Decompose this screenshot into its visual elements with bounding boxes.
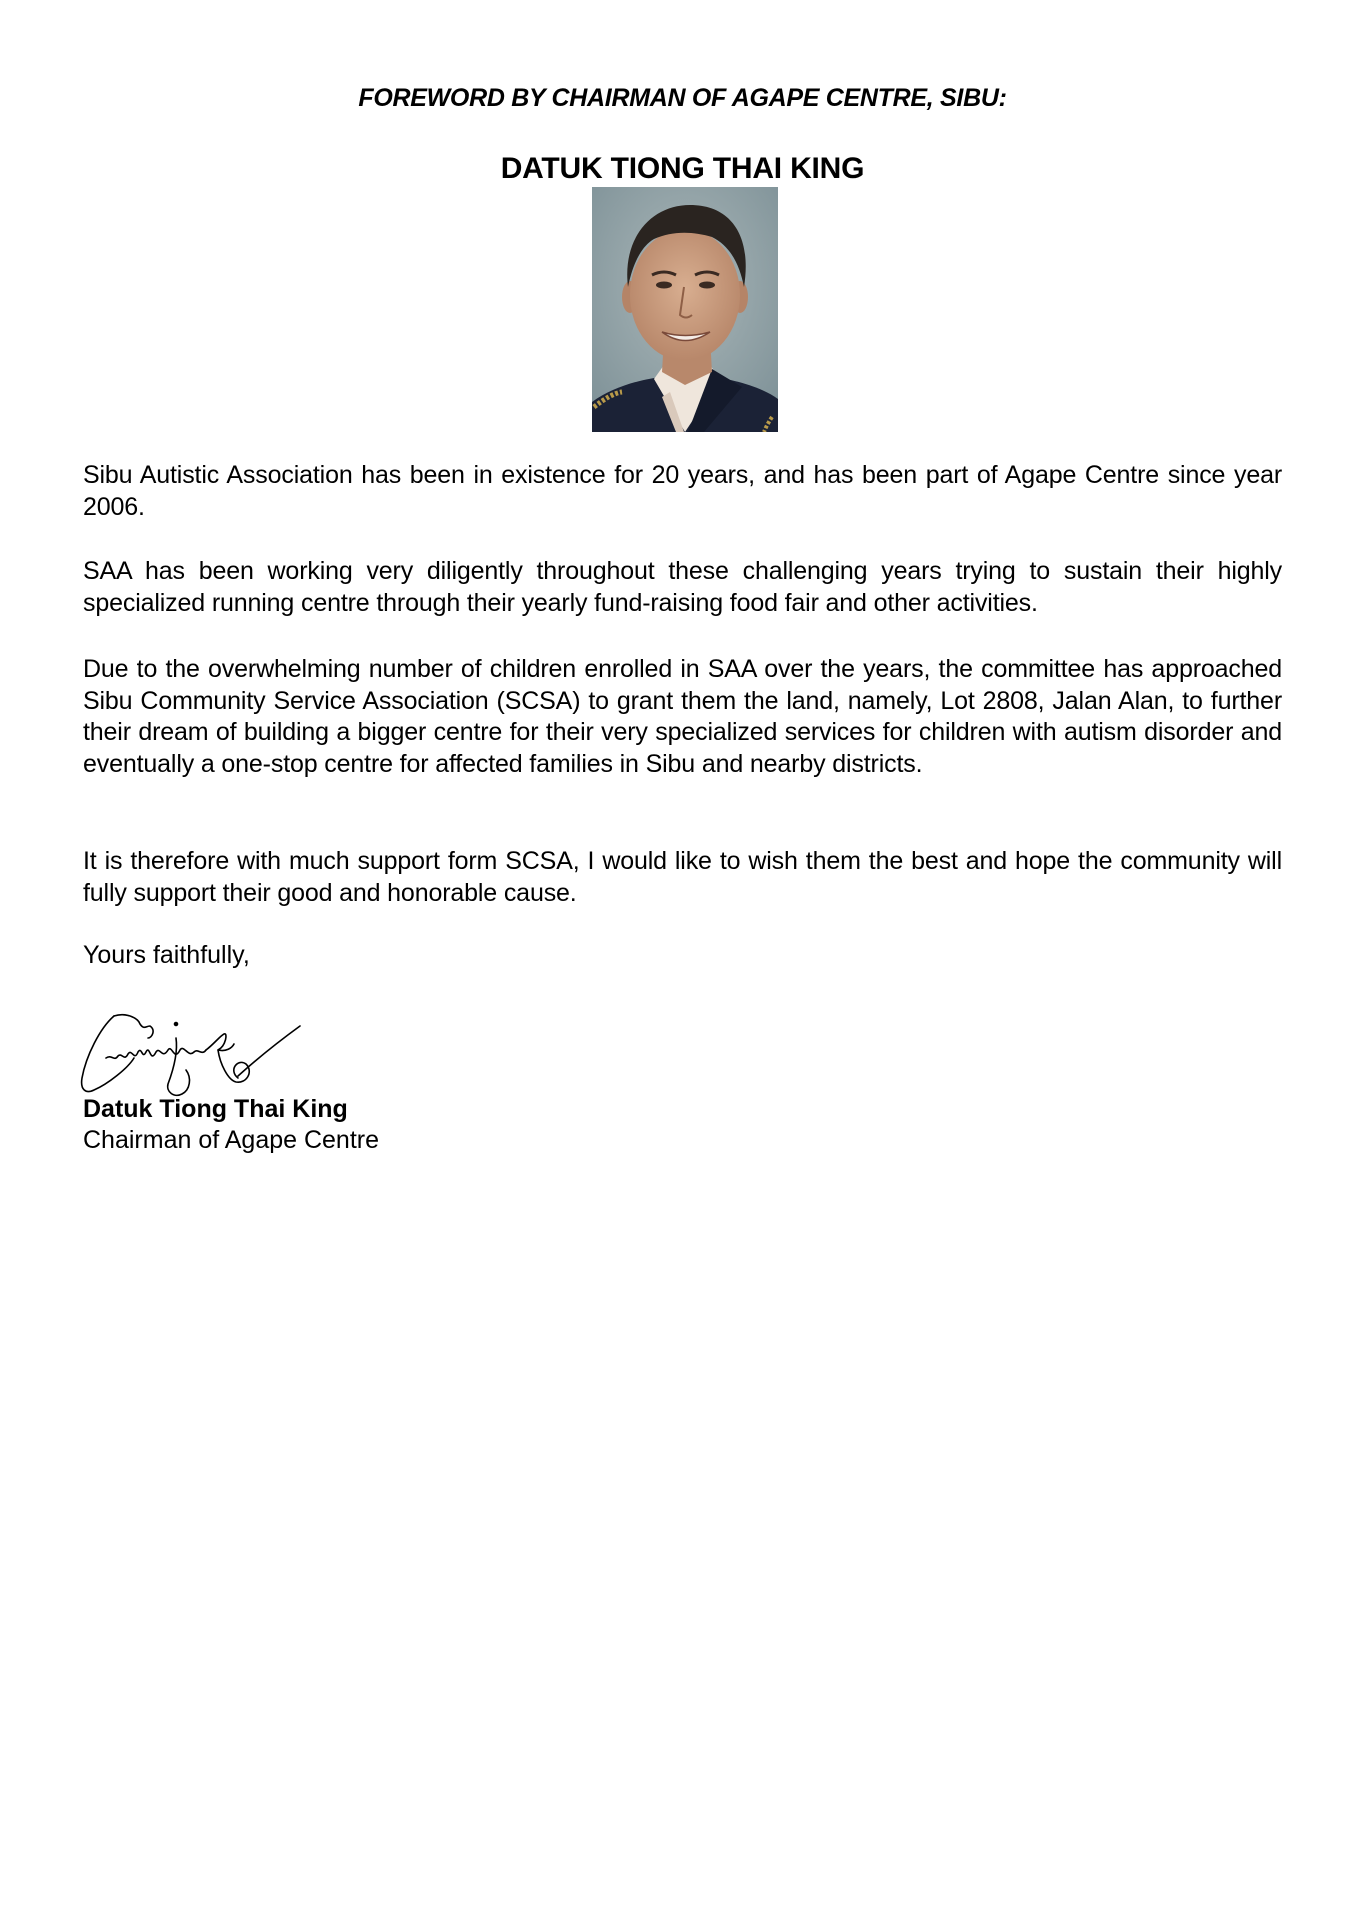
paragraph-3: Due to the overwhelming number of children enrolled in SAA over the years, the committee has approached Sibu Community Service Association (SCSA) to grant them the land, namely, Lot 2808, Jalan Alan, to further their dream of building a bigger centre for their very specialized services for children with autism disorder and eventually a one-stop centre for affected families in Sibu and nearby districts. [83,655,1282,778]
paragraph-1: Sibu Autistic Association has been in existence for 20 years, and has been part of Agape Centre since year 2006. [83,461,1282,521]
paragraph-4: It is therefore with much support form SCSA, I would like to wish them the best and hope the community will fully support their good and honorable cause. [83,847,1282,907]
portrait-photo [592,187,778,432]
signatory-name: Datuk Tiong Thai King [83,1095,348,1123]
foreword-heading: FOREWORD BY CHAIRMAN OF AGAPE CENTRE, SIBU: [358,84,1007,112]
signatory-title: Chairman of Agape Centre [83,1126,380,1154]
portrait-illustration [592,187,778,432]
closing-salutation: Yours faithfully, [83,941,250,969]
signature-drawing [78,1008,348,1108]
handwritten-signature [78,1008,348,1108]
subject-name-heading: DATUK TIONG THAI KING [500,152,865,185]
paragraph-2: SAA has been working very diligently throughout these challenging years trying to sustain their highly specialized running centre through their yearly fund-raising food fair and other activities. [83,557,1282,617]
